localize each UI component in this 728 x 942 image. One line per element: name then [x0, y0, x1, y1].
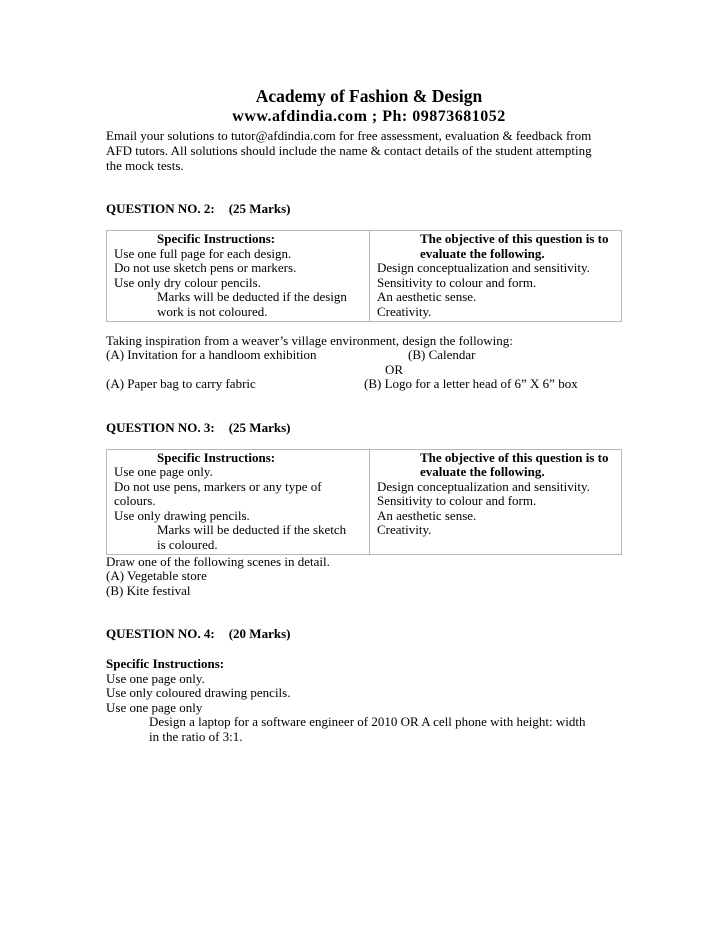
q4-instr-line-2: Use only coloured drawing pencils.: [106, 685, 291, 701]
q2-heading: [106, 202, 622, 217]
q2-objective-heading-2: evaluate the following.: [420, 245, 545, 261]
q4-instr-heading: Specific Instructions:: [106, 656, 225, 672]
q3-option-a: (A) Vegetable store: [106, 568, 207, 584]
q2-instr-line-3: Use only dry colour pencils.: [114, 274, 261, 290]
q2-option-a2: (A) Paper bag to carry fabric: [106, 376, 256, 392]
q2-objective-line-4: Creativity.: [377, 303, 432, 319]
document-subtitle: www.afdindia.com ; Ph: 09873681052: [232, 108, 506, 125]
q4-heading: [106, 627, 622, 642]
q2-prompt: Taking inspiration from a weaver’s village environment, design the following:: [106, 332, 513, 348]
q2-or: OR: [384, 361, 404, 377]
q3-instr-line-3: colours.: [114, 493, 156, 509]
q3-instr-line-4: Use only drawing pencils.: [114, 507, 250, 523]
q3-instructions-cell: [107, 449, 370, 554]
q2-objective-cell: [370, 230, 622, 321]
q2-objective-line-1: Design conceptualization and sensitivity.: [377, 260, 590, 276]
q3-heading-label: QUESTION NO. 3:: [106, 419, 215, 435]
q4-body: [106, 657, 622, 745]
q3-prompt: Draw one of the following scenes in detail.: [106, 553, 330, 569]
q2-instr-note-2: work is not coloured.: [157, 303, 268, 319]
document-title: Academy of Fashion & Design: [255, 86, 483, 106]
q3-instr-note-2: is coloured.: [157, 537, 218, 553]
q3-objective-cell: [370, 449, 622, 554]
q2-options-row-1: [106, 348, 622, 363]
q3-instructions-table: [106, 449, 622, 555]
q4-task-line-2: in the ratio of 3:1.: [149, 729, 243, 745]
q2-body: [106, 334, 622, 392]
q3-instr-heading: Specific Instructions:: [157, 449, 276, 465]
email-line-3: the mock tests.: [106, 157, 184, 173]
q3-instr-line-1: Use one page only.: [114, 464, 213, 480]
q2-objective-heading-1: The objective of this question is to: [420, 230, 609, 246]
q4-heading-label: QUESTION NO. 4:: [106, 626, 215, 642]
q2-instructions-table: [106, 230, 622, 322]
q2-heading-label: QUESTION NO. 2:: [106, 201, 215, 217]
q2-instructions-cell: [107, 230, 370, 321]
q4-instr-line-3: Use one page only: [106, 699, 203, 715]
q3-objective-line-3: An aesthetic sense.: [377, 507, 477, 523]
q2-instr-note-1: Marks will be deducted if the design: [157, 289, 347, 305]
q2-option-b2: (B) Logo for a letter head of 6” X 6” box: [364, 376, 578, 392]
q3-objective-heading-2: evaluate the following.: [420, 464, 545, 480]
q2-instr-heading: Specific Instructions:: [157, 230, 276, 246]
q3-objective-line-2: Sensitivity to colour and form.: [377, 493, 537, 509]
q3-objective-heading-1: The objective of this question is to: [420, 449, 609, 465]
q2-objective-line-2: Sensitivity to colour and form.: [377, 274, 537, 290]
q3-body: [106, 555, 622, 599]
q2-marks: (25 Marks): [228, 201, 291, 217]
q3-objective-line-4: Creativity.: [377, 522, 432, 538]
q2-option-a1: (A) Invitation for a handloom exhibition: [106, 347, 317, 363]
q3-instr-line-2: Do not use pens, markers or any type of: [114, 478, 322, 494]
email-line-1: Email your solutions to tutor@afdindia.com for free assessment, evaluation & feedback from: [106, 128, 592, 143]
q3-heading: [106, 421, 622, 436]
q3-objective-line-1: Design conceptualization and sensitivity.: [377, 478, 590, 494]
q4-marks: (20 Marks): [228, 626, 291, 642]
q3-option-b: (B) Kite festival: [106, 582, 191, 598]
q2-instr-line-2: Do not use sketch pens or markers.: [114, 260, 297, 276]
q3-instr-note-1: Marks will be deducted if the sketch: [157, 522, 347, 538]
q2-options-row-2: [106, 377, 622, 392]
q2-objective-line-3: An aesthetic sense.: [377, 289, 477, 305]
q4-instr-line-1: Use one page only.: [106, 670, 205, 686]
q2-instr-line-1: Use one full page for each design.: [114, 245, 292, 261]
q2-option-b1: (B) Calendar: [408, 347, 476, 363]
q3-marks: (25 Marks): [228, 419, 291, 435]
document-page: [106, 86, 622, 745]
q4-task-line-1: Design a laptop for a software engineer of 2010 OR A cell phone with height: width: [149, 714, 586, 730]
email-line-2: AFD tutors. All solutions should include the name & contact details of the student attempting: [106, 142, 592, 158]
